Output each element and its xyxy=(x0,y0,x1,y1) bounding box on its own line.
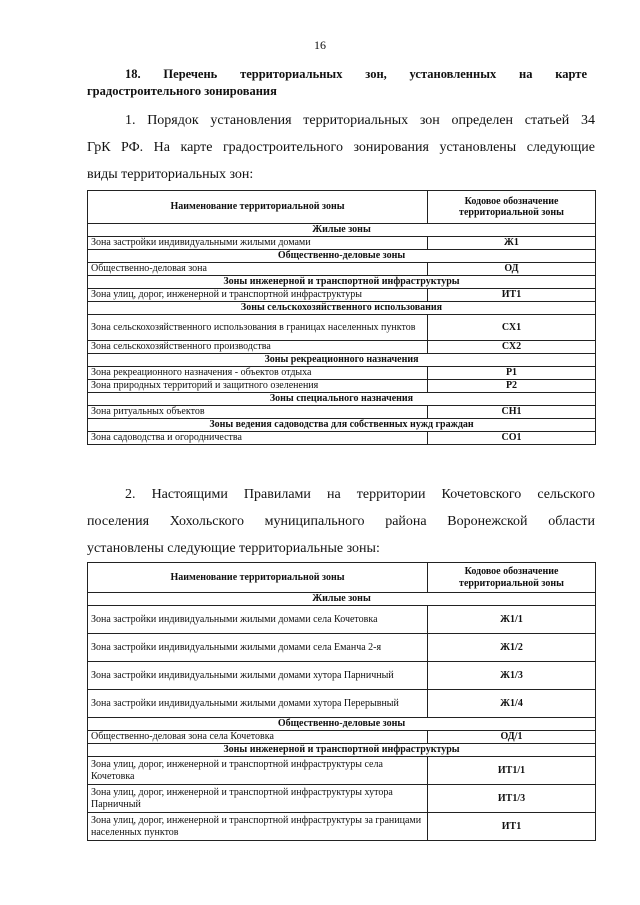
section-label: Общественно-деловые зоны xyxy=(88,718,596,731)
header-zone-name: Наименование территориальной зоны xyxy=(88,191,428,224)
section-title xyxy=(87,66,587,100)
zone-name: Зона садоводства и огородничества xyxy=(88,432,428,445)
section-label: Зоны специального назначения xyxy=(88,393,596,406)
table-section-row xyxy=(88,302,596,315)
zone-code: ИТ1/1 xyxy=(428,757,596,785)
zone-code: ИТ1 xyxy=(428,289,596,302)
zone-code: СХ1 xyxy=(428,315,596,341)
header-zone-name: Наименование территориальной зоны xyxy=(88,563,428,593)
paragraph-1-line-2: ГрК РФ. На карте градостроительного зонирования установлены следующие xyxy=(87,140,595,155)
zones-table-2 xyxy=(87,562,596,841)
table-section-row xyxy=(88,744,596,757)
paragraph-2-line-1: 2. Настоящими Правилами на территории Кочетовского сельского xyxy=(125,487,595,502)
zone-name: Зона застройки индивидуальными жилыми домами села Еманча 2-я xyxy=(88,634,428,662)
table-row xyxy=(88,813,596,841)
zone-name: Зона улиц, дорог, инженерной и транспортной инфраструктуры хутора Парничный xyxy=(88,785,428,813)
zone-code: Р2 xyxy=(428,380,596,393)
zone-code: СО1 xyxy=(428,432,596,445)
zone-code: Ж1/1 xyxy=(428,606,596,634)
table-row xyxy=(88,785,596,813)
zone-code: Р1 xyxy=(428,367,596,380)
section-label: Зоны ведения садоводства для собственных нужд граждан xyxy=(88,419,596,432)
table-row xyxy=(88,367,596,380)
header-zone-code: Кодовое обозначение территориальной зоны xyxy=(428,563,596,593)
table-section-row xyxy=(88,718,596,731)
table-row xyxy=(88,606,596,634)
zone-code: СХ2 xyxy=(428,341,596,354)
zone-name: Зона улиц, дорог, инженерной и транспортной инфраструктуры села Кочетовка xyxy=(88,757,428,785)
zone-code: Ж1 xyxy=(428,237,596,250)
table-row xyxy=(88,406,596,419)
table-row xyxy=(88,731,596,744)
paragraph-2-line-2: поселения Хохольского муниципального района Воронежской области xyxy=(87,514,595,529)
section-label: Зоны рекреационного назначения xyxy=(88,354,596,367)
paragraph-2-line-3: установлены следующие территориальные зоны: xyxy=(87,541,380,556)
header-zone-code: Кодовое обозначение территориальной зоны xyxy=(428,191,596,224)
table-row xyxy=(88,289,596,302)
table-section-row xyxy=(88,419,596,432)
table-header-row xyxy=(88,191,596,224)
paragraph-1-line-3: виды территориальных зон: xyxy=(87,167,254,182)
zone-code: ОД xyxy=(428,263,596,276)
table-row xyxy=(88,380,596,393)
zone-code: ИТ1/3 xyxy=(428,785,596,813)
zone-code: Ж1/2 xyxy=(428,634,596,662)
table-row xyxy=(88,315,596,341)
zone-name: Зона улиц, дорог, инженерной и транспортной инфраструктуры за границами населенных пунктов xyxy=(88,813,428,841)
zone-name: Зона застройки индивидуальными жилыми домами села Кочетовка xyxy=(88,606,428,634)
table-row xyxy=(88,757,596,785)
table-section-row xyxy=(88,393,596,406)
table-section-row xyxy=(88,354,596,367)
zone-code: ОД/1 xyxy=(428,731,596,744)
zone-code: СН1 xyxy=(428,406,596,419)
zone-name: Зона улиц, дорог, инженерной и транспортной инфраструктуры xyxy=(88,289,428,302)
paragraph-1-line-1: 1. Порядок установления территориальных зон определен статьей 34 xyxy=(125,113,595,128)
zone-code: Ж1/3 xyxy=(428,662,596,690)
table-section-row xyxy=(88,224,596,237)
table-row xyxy=(88,341,596,354)
table-row xyxy=(88,690,596,718)
table-section-row xyxy=(88,250,596,263)
section-label: Жилые зоны xyxy=(88,593,596,606)
zone-name: Зона ритуальных объектов xyxy=(88,406,428,419)
section-label: Зоны инженерной и транспортной инфраструктуры xyxy=(88,744,596,757)
paragraph-2 xyxy=(87,481,595,562)
zone-code: Ж1/4 xyxy=(428,690,596,718)
paragraph-1 xyxy=(87,107,595,188)
table-row xyxy=(88,662,596,690)
section-label: Зоны сельскохозяйственного использования xyxy=(88,302,596,315)
zones-table-1 xyxy=(87,190,596,445)
section-title-line-1: 18. Перечень территориальных зон, установленных на карте xyxy=(125,67,587,81)
zone-name: Зона застройки индивидуальными жилыми домами хутора Перерывный xyxy=(88,690,428,718)
table-row xyxy=(88,263,596,276)
zone-name: Зона сельскохозяйственного производства xyxy=(88,341,428,354)
table-header-row xyxy=(88,563,596,593)
zone-name: Зона природных территорий и защитного озеленения xyxy=(88,380,428,393)
table-row xyxy=(88,237,596,250)
section-label: Общественно-деловые зоны xyxy=(88,250,596,263)
zone-name: Зона сельскохозяйственного использования в границах населенных пунктов xyxy=(88,315,428,341)
table-row xyxy=(88,432,596,445)
zone-name: Общественно-деловая зона xyxy=(88,263,428,276)
zone-name: Общественно-деловая зона села Кочетовка xyxy=(88,731,428,744)
table-section-row xyxy=(88,276,596,289)
section-title-line-2: градостроительного зонирования xyxy=(87,84,277,98)
zone-name: Зона застройки индивидуальными жилыми домами xyxy=(88,237,428,250)
section-label: Жилые зоны xyxy=(88,224,596,237)
table-section-row xyxy=(88,593,596,606)
page-number: 16 xyxy=(314,38,326,52)
zone-name: Зона рекреационного назначения - объектов отдыха xyxy=(88,367,428,380)
zone-code: ИТ1 xyxy=(428,813,596,841)
zone-name: Зона застройки индивидуальными жилыми домами хутора Парничный xyxy=(88,662,428,690)
section-label: Зоны инженерной и транспортной инфраструктуры xyxy=(88,276,596,289)
table-row xyxy=(88,634,596,662)
